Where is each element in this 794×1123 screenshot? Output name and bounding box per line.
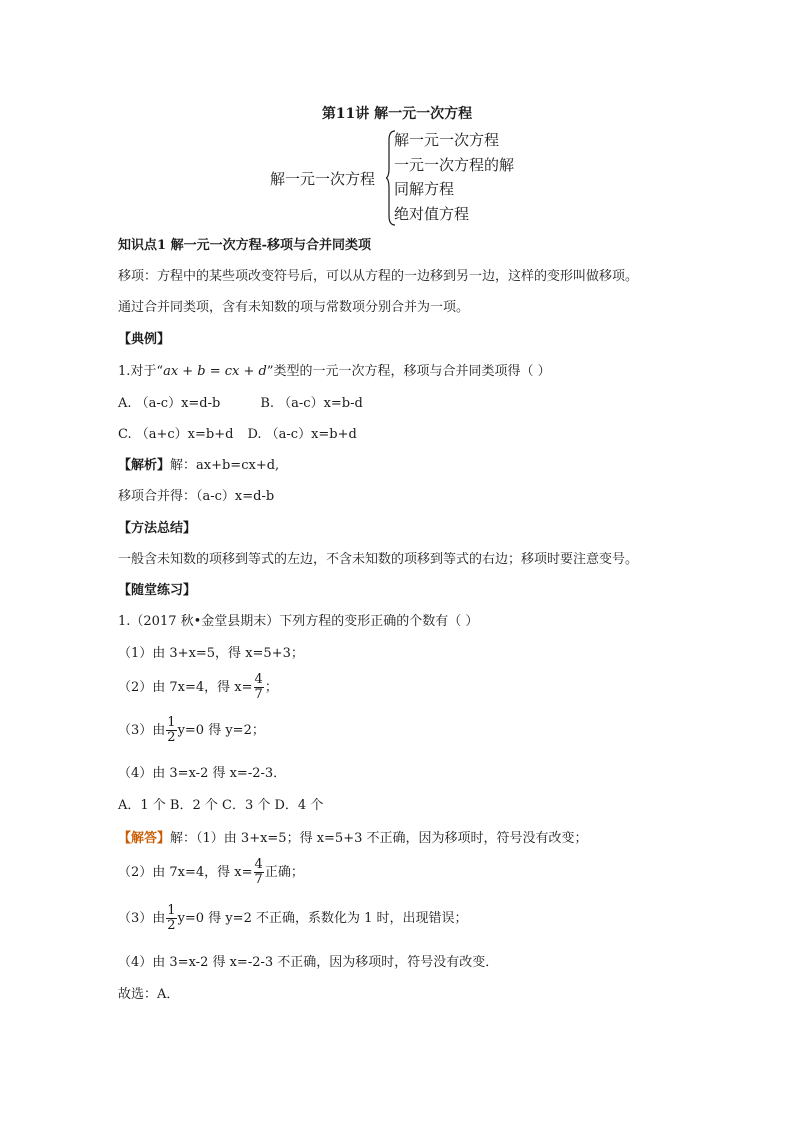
option-a: A. （a-c）x=d-b [118,396,221,411]
analysis-result: 移项合并得：（a-c）x=d-b [118,489,275,504]
section-heading: 知识点1 解一元一次方程-移项与合并同类项 [118,238,371,253]
option-b: B. （a-c）x=b-d [260,396,363,411]
practice-question: 1.（2017 秋•金堂县期末）下列方程的变形正确的个数有（ ） [118,614,479,629]
fraction: $\frac{1}{2}$ [167,903,176,933]
outline-items [394,128,514,226]
option-c: C. （a+c）x=b+d [118,427,234,442]
fraction: $\frac{4}{7}$ [254,857,263,887]
analysis-tag: 【解析】 [118,458,171,473]
statement: （3）由 $\frac{1}{2}$ y=0 得 y=2； [118,715,265,745]
answer-line: （2）由 7x=4，得 x= $\frac{4}{7}$ 正确； [118,857,304,887]
outline-diagram [270,128,600,228]
summary-text: 一般含未知数的项移到等式的左边，不含未知数的项移到等式的右边；移项时要注意变号。 [118,552,639,567]
answer-tag: 【解答】 [118,831,171,846]
outline-item: 一元一次方程的解 [394,155,515,174]
answer-line: （3）由 $\frac{1}{2}$ y=0 得 y=2 不正确，系数化为 1 时，出现错误； [118,903,468,933]
answer-line: （4）由 3=x-2 得 x=-2-3 不正确，因为移项时，符号没有改变． [118,955,499,970]
outline-item: 解一元一次方程 [394,131,500,149]
outline-item: 绝对值方程 [394,204,470,223]
example-question: 1.对于“ax + b = cx + d”类型的一元一次方程，移项与合并同类项得（ ） [118,364,551,379]
practice-heading: 【随堂练习】 [118,583,197,598]
fraction: $\frac{1}{2}$ [167,715,176,745]
paragraph: 移项：方程中的某些项改变符号后，可以从方程的一边移到另一边，这样的变形叫做移项。 [118,269,639,284]
summary-heading: 【方法总结】 [118,521,197,536]
outline-label: 解一元一次方程 [270,170,376,188]
statement: （1）由 3+x=5，得 x=5+3； [118,646,304,661]
answer-line: 【解答】解：（1）由 3+x=5；得 x=5+3 不正确，因为移项时，符号没有改变； [118,831,588,846]
answer-choice: 故选：A． [118,987,180,1002]
fraction: $\frac{4}{7}$ [254,672,263,702]
statement: （4）由 3=x-2 得 x=-2-3． [118,766,287,781]
analysis-line: 【解析】解：ax+b=cx+d, [118,458,280,473]
option-row [118,426,357,444]
page-title: 第11讲 解一元一次方程 [321,106,473,122]
paragraph: 通过合并同类项，含有未知数的项与常数项分别合并为一项。 [118,300,470,315]
formula: ax + b = cx + d [163,364,267,379]
statement: （2）由 7x=4，得 x= $\frac{4}{7}$ ； [118,672,278,702]
example-heading: 【典例】 [118,332,171,347]
option-row [118,395,363,413]
option-d: D. （a-c）x=b+d [247,427,357,442]
outline-item: 同解方程 [394,180,455,198]
practice-options: A．1 个 B．2 个 C．3 个 D．4 个 [118,798,324,813]
